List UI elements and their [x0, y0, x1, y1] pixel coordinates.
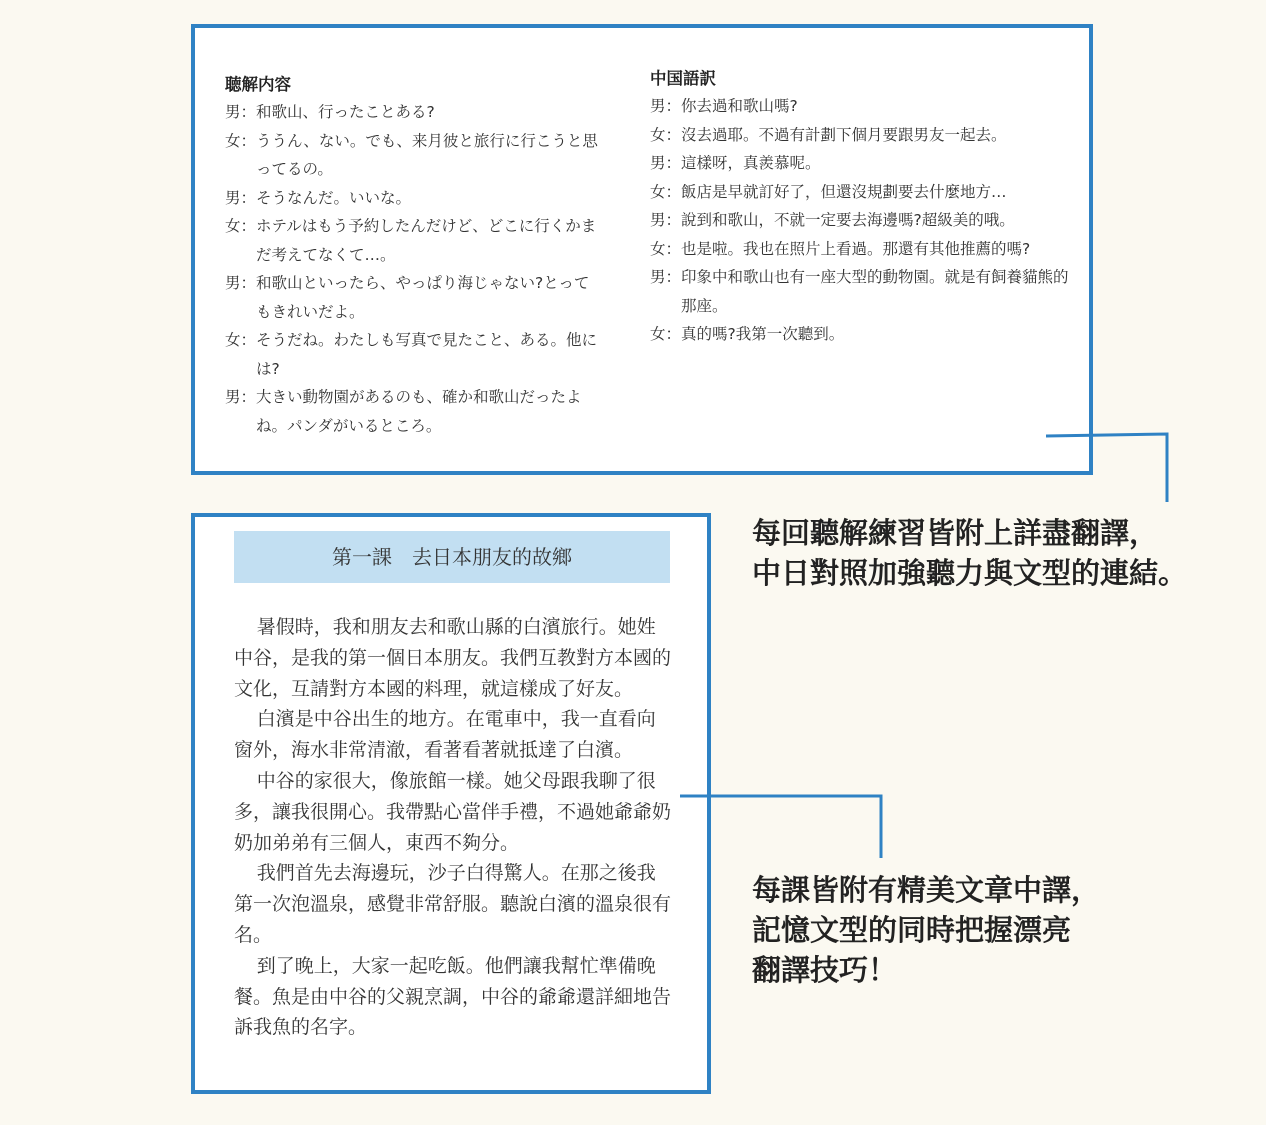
article-paragraph: 到了晚上，大家一起吃飯。他們讓我幫忙準備晚餐。魚是由中谷的父親烹調，中谷的爺爺還詳細地告訴我魚的名字。 — [234, 954, 672, 1039]
callout-line: 中日對照加強聽力與文型的連結。 — [752, 556, 1188, 590]
line-text: そうだね。わたしも写真で見たこと、ある。他には? — [256, 331, 598, 378]
speaker: 男： — [225, 188, 257, 207]
callout-line: 每回聽解練習皆附上詳盡翻譯， — [752, 516, 1159, 550]
line-text: 飯店是早就訂好了，但還沒規劃要去什麼地方… — [681, 182, 1007, 201]
article-paragraph: 暑假時，我和朋友去和歌山縣的白濱旅行。她姓中谷，是我的第一個日本朋友。我們互教對方本國的文化，互請對方本國的料理，就這樣成了好友。 — [234, 616, 672, 700]
line-text: ホテルはもう予約したんだけど、どこに行くかまだ考えてなくて…。 — [256, 217, 597, 264]
line-text: 大きい動物園があるのも、確か和歌山だったよね。パンダがいるところ。 — [256, 388, 582, 435]
connector-line-top — [1046, 434, 1167, 502]
line-text: 印象中和歌山也有一座大型的動物園。就是有飼養貓熊的那座。 — [681, 268, 1069, 315]
speaker: 男： — [225, 274, 257, 292]
article-paragraph: 白濱是中谷出生的地方。在電車中，我一直看向窗外，海水非常清澈，看著看著就抵達了白濱。 — [234, 708, 656, 762]
speaker: 女： — [650, 325, 682, 343]
line-text: ううん、ない。でも、来月彼と旅行に行こうと思ってるの。 — [256, 131, 598, 178]
chinese-heading: 中国語訳 — [650, 69, 716, 88]
speaker: 男： — [650, 154, 682, 172]
callout-line: 每課皆附有精美文章中譯， — [752, 873, 1101, 907]
line-text: 真的嗎?我第一次聽到。 — [681, 325, 845, 343]
lesson-title: 第一課 去日本朋友的故鄉 — [234, 531, 670, 583]
speaker: 男： — [225, 103, 257, 121]
speaker: 男： — [225, 388, 257, 406]
speaker: 女： — [225, 131, 257, 150]
connector-line-bottom — [680, 796, 881, 858]
line-text: 沒去過耶。不過有計劃下個月要跟男友一起去。 — [681, 125, 1007, 144]
callout-line: 記憶文型的同時把握漂亮 — [752, 913, 1072, 947]
line-text: 也是啦。我也在照片上看過。那還有其他推薦的嗎? — [681, 239, 1031, 258]
japanese-heading: 聴解内容 — [225, 75, 291, 94]
callout-listening — [752, 513, 1187, 593]
speaker: 女： — [650, 239, 682, 258]
speaker: 女： — [225, 331, 257, 349]
speaker: 男： — [650, 97, 682, 115]
speaker: 女： — [650, 125, 682, 144]
line-text: そうなんだ。いいな。 — [256, 188, 412, 207]
speaker: 男： — [650, 211, 682, 229]
line-text: 你去過和歌山嗎? — [681, 97, 798, 115]
line-text: 這樣呀，真羨慕呢。 — [681, 154, 821, 172]
line-text: 和歌山といったら、やっぱり海じゃない?とってもきれいだよ。 — [256, 274, 590, 321]
article-paragraph: 我們首先去海邊玩，沙子白得驚人。在那之後我第一次泡溫泉，感覺非常舒服。聽說白濱的溫泉很有名。 — [234, 862, 672, 946]
article-paragraph: 中谷的家很大，像旅館一樣。她父母跟我聊了很多，讓我很開心。我帶點心當伴手禮，不過她爺爺奶奶加弟弟有三個人，東西不夠分。 — [234, 769, 672, 854]
callout-lesson — [752, 870, 1100, 990]
callout-line: 翻譯技巧！ — [752, 953, 898, 987]
line-text: 說到和歌山，不就一定要去海邊嗎?超級美的哦。 — [681, 211, 1015, 229]
line-text: 和歌山、行ったことある? — [256, 103, 435, 121]
speaker: 男： — [650, 268, 682, 286]
speaker: 女： — [650, 182, 682, 201]
speaker: 女： — [225, 217, 257, 235]
